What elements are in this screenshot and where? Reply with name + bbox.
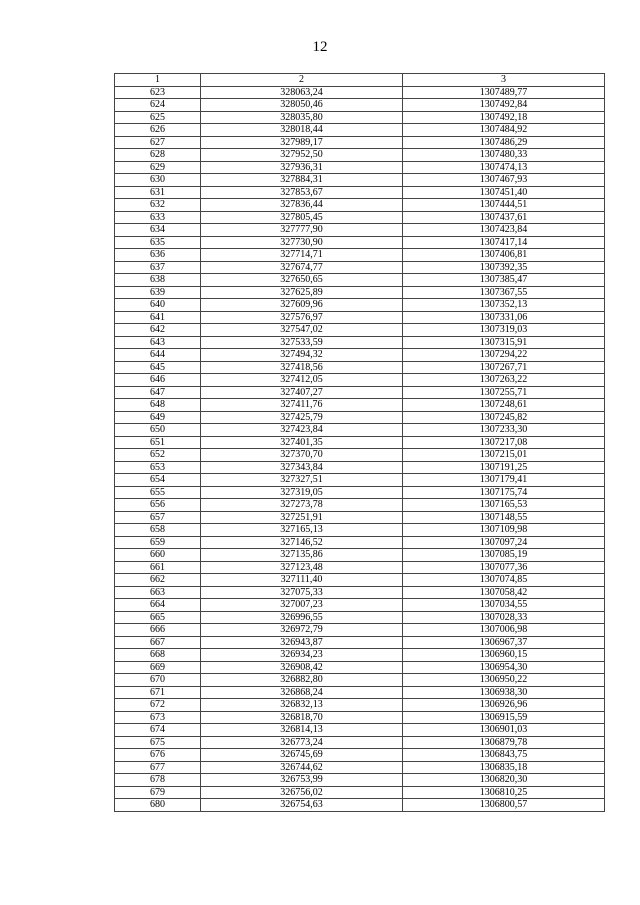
point-number-cell: 659: [115, 536, 201, 549]
point-number-cell: 661: [115, 561, 201, 574]
x-coordinate-cell: 327412,05: [201, 374, 403, 387]
point-number-cell: 633: [115, 211, 201, 224]
table-row: [115, 586, 605, 599]
table-row: [115, 774, 605, 787]
point-number-cell: 637: [115, 261, 201, 274]
y-coordinate-cell: 1307255,71: [403, 386, 605, 399]
point-number-cell: 641: [115, 311, 201, 324]
header-cell-x: 2: [201, 74, 403, 87]
table-row: [115, 599, 605, 612]
point-number-cell: 655: [115, 486, 201, 499]
point-number-cell: 630: [115, 174, 201, 187]
y-coordinate-cell: 1307319,03: [403, 324, 605, 337]
y-coordinate-cell: 1307437,61: [403, 211, 605, 224]
table-row: [115, 699, 605, 712]
point-number-cell: 674: [115, 724, 201, 737]
x-coordinate-cell: 327805,45: [201, 211, 403, 224]
table-row: [115, 249, 605, 262]
x-coordinate-cell: 327327,51: [201, 474, 403, 487]
point-number-cell: 665: [115, 611, 201, 624]
y-coordinate-cell: 1307451,40: [403, 186, 605, 199]
y-coordinate-cell: 1306820,30: [403, 774, 605, 787]
y-coordinate-cell: 1306879,78: [403, 736, 605, 749]
y-coordinate-cell: 1306950,22: [403, 674, 605, 687]
table-row: [115, 311, 605, 324]
table-row: [115, 736, 605, 749]
x-coordinate-cell: 327884,31: [201, 174, 403, 187]
x-coordinate-cell: 327425,79: [201, 411, 403, 424]
x-coordinate-cell: 327853,67: [201, 186, 403, 199]
x-coordinate-cell: 327411,76: [201, 399, 403, 412]
y-coordinate-cell: 1307352,13: [403, 299, 605, 312]
x-coordinate-cell: 327401,35: [201, 436, 403, 449]
table-row: [115, 174, 605, 187]
table-row: [115, 261, 605, 274]
x-coordinate-cell: 328035,80: [201, 111, 403, 124]
y-coordinate-cell: 1307215,01: [403, 449, 605, 462]
table-row: [115, 336, 605, 349]
y-coordinate-cell: 1307423,84: [403, 224, 605, 237]
table-row: [115, 111, 605, 124]
x-coordinate-cell: 327111,40: [201, 574, 403, 587]
point-number-cell: 667: [115, 636, 201, 649]
point-number-cell: 680: [115, 799, 201, 812]
x-coordinate-cell: 326745,69: [201, 749, 403, 762]
point-number-cell: 672: [115, 699, 201, 712]
point-number-cell: 623: [115, 86, 201, 99]
table-row: [115, 324, 605, 337]
y-coordinate-cell: 1307165,53: [403, 499, 605, 512]
table-row: [115, 211, 605, 224]
y-coordinate-cell: 1306843,75: [403, 749, 605, 762]
table-row: [115, 411, 605, 424]
x-coordinate-cell: 326754,63: [201, 799, 403, 812]
point-number-cell: 624: [115, 99, 201, 112]
table-row: [115, 574, 605, 587]
x-coordinate-cell: 327650,65: [201, 274, 403, 287]
y-coordinate-cell: 1307006,98: [403, 624, 605, 637]
header-cell-y: 3: [403, 74, 605, 87]
y-coordinate-cell: 1307175,74: [403, 486, 605, 499]
point-number-cell: 649: [115, 411, 201, 424]
x-coordinate-cell: 326943,87: [201, 636, 403, 649]
table-row: [115, 711, 605, 724]
table-row: [115, 724, 605, 737]
x-coordinate-cell: 327547,02: [201, 324, 403, 337]
y-coordinate-cell: 1306915,59: [403, 711, 605, 724]
x-coordinate-cell: 327936,31: [201, 161, 403, 174]
table-body: [115, 86, 605, 811]
point-number-cell: 658: [115, 524, 201, 537]
point-number-cell: 660: [115, 549, 201, 562]
point-number-cell: 679: [115, 786, 201, 799]
x-coordinate-cell: 328063,24: [201, 86, 403, 99]
x-coordinate-cell: 327423,84: [201, 424, 403, 437]
point-number-cell: 643: [115, 336, 201, 349]
point-number-cell: 636: [115, 249, 201, 262]
table-row: [115, 686, 605, 699]
y-coordinate-cell: 1307267,71: [403, 361, 605, 374]
y-coordinate-cell: 1307392,35: [403, 261, 605, 274]
table-row: [115, 199, 605, 212]
point-number-cell: 664: [115, 599, 201, 612]
table-row: [115, 749, 605, 762]
y-coordinate-cell: 1306954,30: [403, 661, 605, 674]
y-coordinate-cell: 1307191,25: [403, 461, 605, 474]
y-coordinate-cell: 1307484,92: [403, 124, 605, 137]
y-coordinate-cell: 1306835,18: [403, 761, 605, 774]
table-row: [115, 149, 605, 162]
table-row: [115, 786, 605, 799]
x-coordinate-cell: 327836,44: [201, 199, 403, 212]
table-row: [115, 224, 605, 237]
point-number-cell: 650: [115, 424, 201, 437]
x-coordinate-cell: 326818,70: [201, 711, 403, 724]
point-number-cell: 627: [115, 136, 201, 149]
table-row: [115, 549, 605, 562]
page-number: 12: [312, 39, 328, 55]
y-coordinate-cell: 1306938,30: [403, 686, 605, 699]
point-number-cell: 663: [115, 586, 201, 599]
table-row: [115, 536, 605, 549]
y-coordinate-cell: 1307385,47: [403, 274, 605, 287]
point-number-cell: 662: [115, 574, 201, 587]
point-number-cell: 654: [115, 474, 201, 487]
point-number-cell: 651: [115, 436, 201, 449]
y-coordinate-cell: 1307263,22: [403, 374, 605, 387]
x-coordinate-cell: 326882,80: [201, 674, 403, 687]
x-coordinate-cell: 327135,86: [201, 549, 403, 562]
x-coordinate-cell: 327319,05: [201, 486, 403, 499]
table-row: [115, 161, 605, 174]
y-coordinate-cell: 1306800,57: [403, 799, 605, 812]
table-row: [115, 449, 605, 462]
y-coordinate-cell: 1307406,81: [403, 249, 605, 262]
x-coordinate-cell: 327123,48: [201, 561, 403, 574]
y-coordinate-cell: 1307097,24: [403, 536, 605, 549]
table-row: [115, 499, 605, 512]
y-coordinate-cell: 1307444,51: [403, 199, 605, 212]
y-coordinate-cell: 1307148,55: [403, 511, 605, 524]
x-coordinate-cell: 326756,02: [201, 786, 403, 799]
table-row: [115, 799, 605, 812]
table-row: [115, 186, 605, 199]
point-number-cell: 626: [115, 124, 201, 137]
table-row: [115, 99, 605, 112]
point-number-cell: 638: [115, 274, 201, 287]
table-row: [115, 286, 605, 299]
x-coordinate-cell: 327674,77: [201, 261, 403, 274]
y-coordinate-cell: 1307492,18: [403, 111, 605, 124]
point-number-cell: 645: [115, 361, 201, 374]
y-coordinate-cell: 1307492,84: [403, 99, 605, 112]
point-number-cell: 657: [115, 511, 201, 524]
point-number-cell: 675: [115, 736, 201, 749]
x-coordinate-cell: 327952,50: [201, 149, 403, 162]
table-row: [115, 349, 605, 362]
x-coordinate-cell: 327007,23: [201, 599, 403, 612]
point-number-cell: 635: [115, 236, 201, 249]
y-coordinate-cell: 1307489,77: [403, 86, 605, 99]
y-coordinate-cell: 1307109,98: [403, 524, 605, 537]
x-coordinate-cell: 327370,70: [201, 449, 403, 462]
x-coordinate-cell: 327533,59: [201, 336, 403, 349]
point-number-cell: 625: [115, 111, 201, 124]
x-coordinate-cell: 326868,24: [201, 686, 403, 699]
x-coordinate-cell: 327576,97: [201, 311, 403, 324]
table-row: [115, 511, 605, 524]
table-row: [115, 361, 605, 374]
x-coordinate-cell: 327146,52: [201, 536, 403, 549]
table-row: [115, 299, 605, 312]
y-coordinate-cell: 1306960,15: [403, 649, 605, 662]
x-coordinate-cell: 327989,17: [201, 136, 403, 149]
table-row: [115, 399, 605, 412]
point-number-cell: 671: [115, 686, 201, 699]
table-row: [115, 436, 605, 449]
point-number-cell: 670: [115, 674, 201, 687]
point-number-cell: 646: [115, 374, 201, 387]
x-coordinate-cell: 327494,32: [201, 349, 403, 362]
point-number-cell: 642: [115, 324, 201, 337]
table-row: [115, 636, 605, 649]
x-coordinate-cell: 327273,78: [201, 499, 403, 512]
table-row: [115, 649, 605, 662]
header-cell-point: 1: [115, 74, 201, 87]
coordinates-table: [114, 73, 605, 812]
point-number-cell: 648: [115, 399, 201, 412]
y-coordinate-cell: 1306967,37: [403, 636, 605, 649]
x-coordinate-cell: 327407,27: [201, 386, 403, 399]
x-coordinate-cell: 326832,13: [201, 699, 403, 712]
table-row: [115, 474, 605, 487]
x-coordinate-cell: 327609,96: [201, 299, 403, 312]
table-row: [115, 136, 605, 149]
table-row: [115, 424, 605, 437]
x-coordinate-cell: 328050,46: [201, 99, 403, 112]
point-number-cell: 629: [115, 161, 201, 174]
point-number-cell: 676: [115, 749, 201, 762]
table-row: [115, 386, 605, 399]
x-coordinate-cell: 326773,24: [201, 736, 403, 749]
x-coordinate-cell: 327251,91: [201, 511, 403, 524]
table-row: [115, 524, 605, 537]
table-row: [115, 86, 605, 99]
table-header: [115, 74, 605, 87]
table-row: [115, 674, 605, 687]
y-coordinate-cell: 1307248,61: [403, 399, 605, 412]
x-coordinate-cell: 326744,62: [201, 761, 403, 774]
x-coordinate-cell: 328018,44: [201, 124, 403, 137]
y-coordinate-cell: 1306810,25: [403, 786, 605, 799]
point-number-cell: 634: [115, 224, 201, 237]
point-number-cell: 644: [115, 349, 201, 362]
y-coordinate-cell: 1307467,93: [403, 174, 605, 187]
y-coordinate-cell: 1307367,55: [403, 286, 605, 299]
point-number-cell: 652: [115, 449, 201, 462]
y-coordinate-cell: 1307417,14: [403, 236, 605, 249]
table-row: [115, 486, 605, 499]
x-coordinate-cell: 327075,33: [201, 586, 403, 599]
y-coordinate-cell: 1307028,33: [403, 611, 605, 624]
table-row: [115, 611, 605, 624]
x-coordinate-cell: 327625,89: [201, 286, 403, 299]
y-coordinate-cell: 1307480,33: [403, 149, 605, 162]
point-number-cell: 656: [115, 499, 201, 512]
y-coordinate-cell: 1307085,19: [403, 549, 605, 562]
x-coordinate-cell: 326934,23: [201, 649, 403, 662]
y-coordinate-cell: 1307331,06: [403, 311, 605, 324]
header-row: [115, 74, 605, 87]
point-number-cell: 669: [115, 661, 201, 674]
x-coordinate-cell: 326972,79: [201, 624, 403, 637]
point-number-cell: 628: [115, 149, 201, 162]
table-row: [115, 374, 605, 387]
point-number-cell: 668: [115, 649, 201, 662]
table-row: [115, 124, 605, 137]
x-coordinate-cell: 327730,90: [201, 236, 403, 249]
point-number-cell: 678: [115, 774, 201, 787]
point-number-cell: 653: [115, 461, 201, 474]
table-row: [115, 761, 605, 774]
y-coordinate-cell: 1307034,55: [403, 599, 605, 612]
y-coordinate-cell: 1307074,85: [403, 574, 605, 587]
y-coordinate-cell: 1307294,22: [403, 349, 605, 362]
x-coordinate-cell: 327343,84: [201, 461, 403, 474]
point-number-cell: 631: [115, 186, 201, 199]
table-row: [115, 461, 605, 474]
x-coordinate-cell: 327418,56: [201, 361, 403, 374]
table-row: [115, 561, 605, 574]
y-coordinate-cell: 1307315,91: [403, 336, 605, 349]
table-row: [115, 236, 605, 249]
point-number-cell: 677: [115, 761, 201, 774]
point-number-cell: 632: [115, 199, 201, 212]
y-coordinate-cell: 1307179,41: [403, 474, 605, 487]
point-number-cell: 666: [115, 624, 201, 637]
x-coordinate-cell: 326753,99: [201, 774, 403, 787]
table-row: [115, 624, 605, 637]
y-coordinate-cell: 1307077,36: [403, 561, 605, 574]
x-coordinate-cell: 327714,71: [201, 249, 403, 262]
x-coordinate-cell: 326814,13: [201, 724, 403, 737]
point-number-cell: 673: [115, 711, 201, 724]
x-coordinate-cell: 327777,90: [201, 224, 403, 237]
point-number-cell: 639: [115, 286, 201, 299]
y-coordinate-cell: 1307233,30: [403, 424, 605, 437]
x-coordinate-cell: 326908,42: [201, 661, 403, 674]
y-coordinate-cell: 1307217,08: [403, 436, 605, 449]
x-coordinate-cell: 327165,13: [201, 524, 403, 537]
table-row: [115, 274, 605, 287]
point-number-cell: 640: [115, 299, 201, 312]
y-coordinate-cell: 1307245,82: [403, 411, 605, 424]
table-row: [115, 661, 605, 674]
y-coordinate-cell: 1306926,96: [403, 699, 605, 712]
x-coordinate-cell: 326996,55: [201, 611, 403, 624]
y-coordinate-cell: 1307058,42: [403, 586, 605, 599]
point-number-cell: 647: [115, 386, 201, 399]
y-coordinate-cell: 1307474,13: [403, 161, 605, 174]
y-coordinate-cell: 1307486,29: [403, 136, 605, 149]
y-coordinate-cell: 1306901,03: [403, 724, 605, 737]
